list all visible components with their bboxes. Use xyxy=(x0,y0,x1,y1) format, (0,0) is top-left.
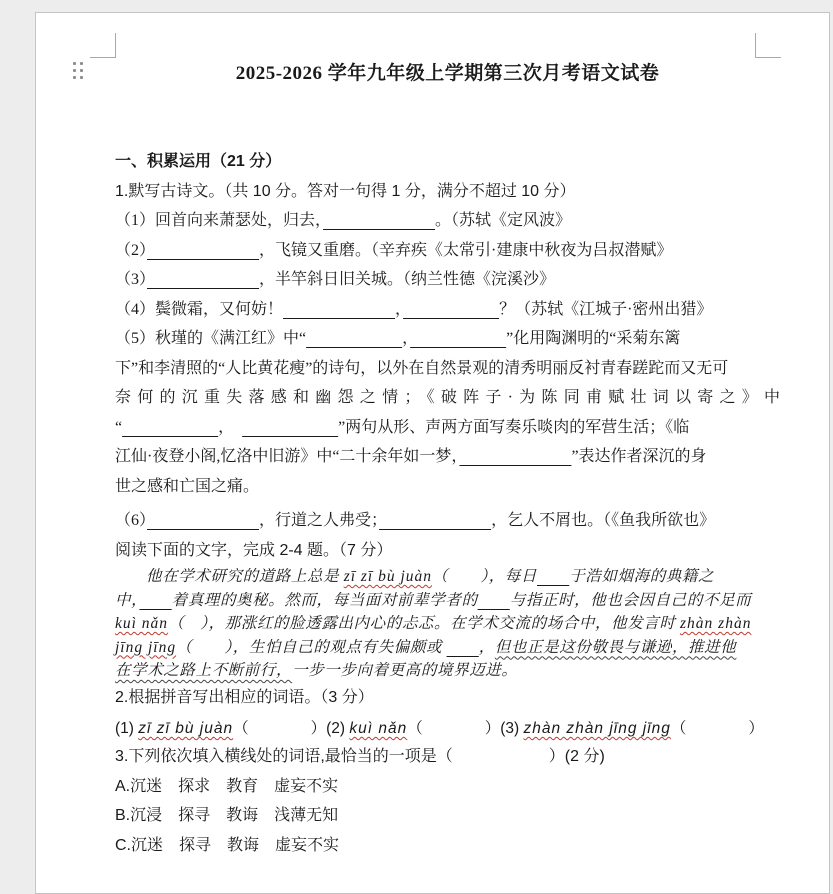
text-segment: 他在学术研究的道路上总是 xyxy=(146,568,344,585)
text-segment: 一步一步向着更高的境界迈进。 xyxy=(292,662,518,679)
grammar-flagged-text: 在学术之路上不断前行， xyxy=(115,662,293,679)
answer-blank xyxy=(283,301,395,318)
exam-body xyxy=(115,147,780,860)
text-line[interactable] xyxy=(115,472,780,502)
text-segment: 阅读下面的文字，完成 2-4 题。（7 分） xyxy=(115,541,393,559)
answer-blank xyxy=(459,448,571,465)
text-segment: 1.默写古诗文。（共 10 分。答对一句得 1 分，满分不超过 10 分） xyxy=(115,182,576,200)
text-segment: （6） xyxy=(115,512,148,529)
text-line[interactable] xyxy=(115,413,780,443)
text-segment: （1）回首向来萧瑟处，归去， xyxy=(115,212,324,229)
answer-blank xyxy=(147,271,259,288)
text-segment: （5）秋瑾的《满江红》中“ xyxy=(115,330,307,347)
answer-blank xyxy=(147,242,259,259)
text-segment: （ ）(2) xyxy=(233,720,350,737)
text-segment: 。（苏轼《定风波》 xyxy=(435,212,572,229)
text-line[interactable] xyxy=(115,589,780,613)
answer-blank xyxy=(379,512,491,529)
pinyin-text: zī zī bù juàn xyxy=(138,720,234,737)
text-segment: ，行道之人弗受； xyxy=(259,512,380,529)
text-line[interactable] xyxy=(115,354,780,384)
text-segment: ？（苏轼《江城子·密州出猎》 xyxy=(499,300,713,318)
pinyin-text: zī zī bù juàn xyxy=(343,568,433,585)
text-segment: ， xyxy=(395,300,404,318)
text-segment: B.沉浸 探寻 教诲 浅薄无知 xyxy=(115,807,339,824)
text-segment: ，半竿斜日旧关城。（纳兰性德《浣溪沙》 xyxy=(259,271,556,288)
text-line[interactable] xyxy=(115,383,780,413)
grammar-flagged-text: 但也正是这份敬畏与谦逊，推进他 xyxy=(494,638,737,656)
text-segment: ”化用陶渊明的“采菊东篱 xyxy=(506,330,681,347)
text-line[interactable] xyxy=(115,236,780,266)
text-segment: (1) xyxy=(115,720,139,737)
pinyin-text: zhàn zhàn xyxy=(680,615,752,632)
pinyin-text: kuì nǎn xyxy=(115,615,169,632)
answer-blank xyxy=(306,330,402,347)
answer-blank xyxy=(478,592,510,609)
text-segment: ，飞镜又重磨。（辛弃疾《太常引·建康中秋夜为吕叔潜赋》 xyxy=(259,241,673,259)
text-line[interactable] xyxy=(115,206,780,236)
text-line[interactable] xyxy=(115,177,780,207)
text-segment: 世之感和亡国之痛。 xyxy=(115,477,260,495)
text-segment: “ xyxy=(115,418,123,436)
text-segment: （ ），那涨红的脸透露出内心的忐忑。在学术交流的场合中，他发言时 xyxy=(168,615,680,632)
text-segment: ，乞人不屑也。（《鱼我所欲也》 xyxy=(491,512,716,529)
text-segment: 于浩如烟海的典籍之 xyxy=(569,568,715,585)
answer-blank xyxy=(447,639,479,656)
text-segment: （2） xyxy=(115,241,148,259)
text-line[interactable] xyxy=(115,612,780,636)
text-segment: C.沉迷 探寻 教诲 虚妄不实 xyxy=(115,836,340,854)
margin-crop-mark-top-right-icon xyxy=(755,33,781,58)
text-line[interactable] xyxy=(115,536,780,566)
text-line[interactable] xyxy=(115,801,780,831)
answer-blank xyxy=(122,419,218,436)
text-line[interactable] xyxy=(115,265,780,295)
exam-title[interactable]: 2025-2026 学年九年级上学期第三次月考语文试卷 xyxy=(235,63,660,84)
answer-blank xyxy=(410,330,506,347)
text-line[interactable] xyxy=(115,506,780,536)
text-segment: ， xyxy=(402,330,411,347)
text-segment: （ ） xyxy=(670,720,764,737)
text-segment: （ ），生怕自己的观点有失偏颇或 xyxy=(176,638,447,656)
text-segment: 奈何的沉重失落感和幽怨之情；《破阵子·为陈同甫赋壮词以寄之》中 xyxy=(115,389,780,406)
answer-blank xyxy=(403,301,499,318)
pinyin-text: zhàn zhàn jīng jīng xyxy=(523,720,671,737)
text-segment: （3） xyxy=(115,271,148,288)
answer-blank xyxy=(537,568,569,585)
answer-blank xyxy=(242,419,338,436)
text-line[interactable] xyxy=(115,636,780,660)
text-segment: 下”和李清照的“人比黄花瘦”的诗句，以外在自然景观的清秀明丽反衬青春蹉跎而又无可 xyxy=(115,359,729,377)
text-line[interactable] xyxy=(115,712,780,742)
text-segment: 2.根据拼音写出相应的词语。（3 分） xyxy=(115,688,374,706)
text-segment: （4）鬓微霜，又何妨！ xyxy=(115,300,284,318)
text-segment: ， xyxy=(218,418,243,436)
drag-handle-icon[interactable] xyxy=(73,62,83,79)
document-content xyxy=(115,61,780,860)
pinyin-text: jīng jīng xyxy=(115,638,177,656)
text-line[interactable] xyxy=(115,742,780,772)
margin-crop-mark-top-left-icon xyxy=(90,33,116,58)
text-line[interactable] xyxy=(115,295,780,325)
text-segment: 与指正时，他也会因自己的不足而 xyxy=(509,591,752,609)
text-segment: 着真理的奥秘。然而，每当面对前辈学者的 xyxy=(171,591,478,609)
text-segment: 一、积累运用（21 分） xyxy=(115,153,282,170)
text-line[interactable] xyxy=(115,659,780,683)
text-segment: 江仙·夜登小阁,忆洛中旧游》中“二十余年如一梦， xyxy=(115,448,460,465)
text-line[interactable] xyxy=(115,772,780,802)
answer-blank xyxy=(147,512,259,529)
text-segment: （ ），每日 xyxy=(432,568,537,585)
text-segment: 3.下列依次填入横线处的词语,最恰当的一项是（ ）(2 分) xyxy=(115,748,605,765)
text-segment: ， xyxy=(478,638,495,656)
pinyin-text: kuì nǎn xyxy=(349,720,408,737)
text-line[interactable] xyxy=(115,565,780,589)
text-segment: （ ）(3) xyxy=(407,720,524,737)
document-page xyxy=(35,12,830,894)
text-line[interactable] xyxy=(115,683,780,713)
text-line[interactable] xyxy=(115,442,780,472)
text-segment: ”两句从形、声两方面写奏乐啖肉的军营生活；《临 xyxy=(338,418,690,436)
text-segment: 中， xyxy=(115,591,140,609)
text-segment: ”表达作者深沉的身 xyxy=(571,448,707,465)
answer-blank xyxy=(139,592,171,609)
text-line[interactable] xyxy=(115,324,780,354)
text-line[interactable] xyxy=(115,147,780,177)
answer-blank xyxy=(323,212,435,229)
text-segment: A.沉迷 探求 教育 虚妄不实 xyxy=(115,777,339,795)
